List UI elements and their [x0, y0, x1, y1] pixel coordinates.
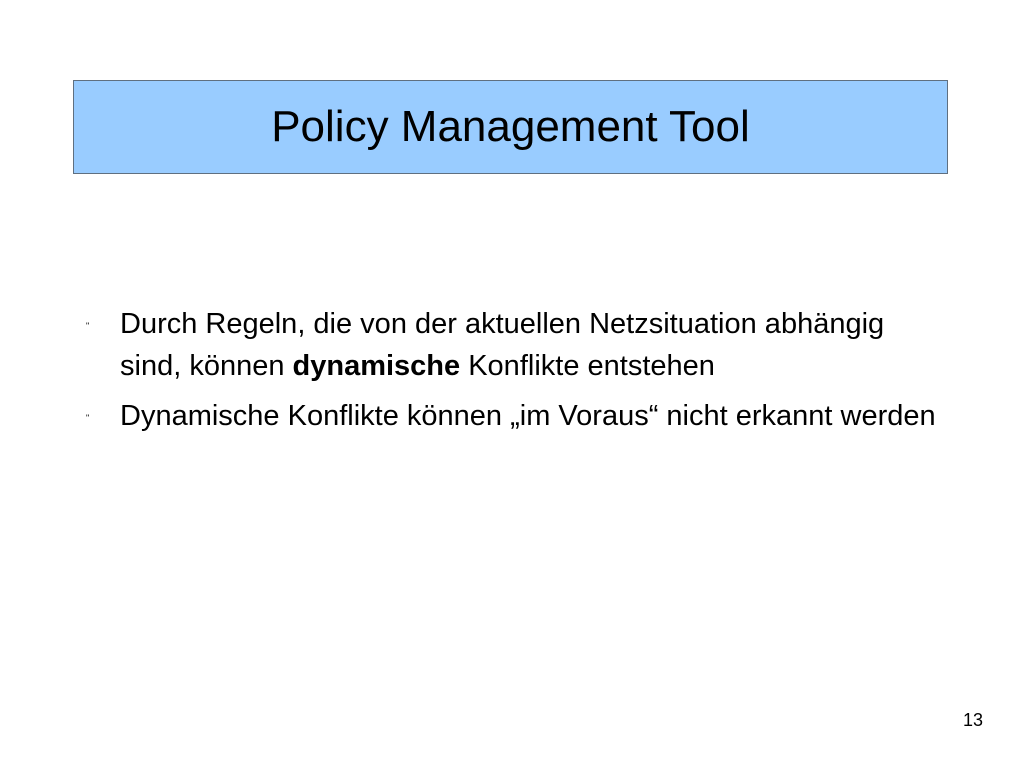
bullet-marker-icon: " — [86, 413, 90, 423]
bullet-item — [86, 395, 936, 437]
bullet-text-part: Durch Regeln, die von der aktuellen Netzsituation abhängig sind, können — [120, 308, 885, 382]
bullet-text-part: Konflikte entstehen — [460, 350, 715, 382]
bullet-text — [120, 308, 884, 382]
bullet-item — [86, 303, 936, 387]
slide-title: Policy Management Tool — [271, 102, 750, 151]
bullet-list — [86, 303, 936, 445]
bullet-text-part: Dynamische Konflikte können „im Voraus“ nicht erkannt werden — [120, 400, 936, 432]
page-number: 13 — [962, 710, 983, 730]
bullet-marker-icon: " — [86, 321, 90, 331]
bullet-text — [120, 400, 936, 432]
title-box — [73, 80, 948, 174]
bullet-text-bold: dynamische — [292, 350, 461, 382]
